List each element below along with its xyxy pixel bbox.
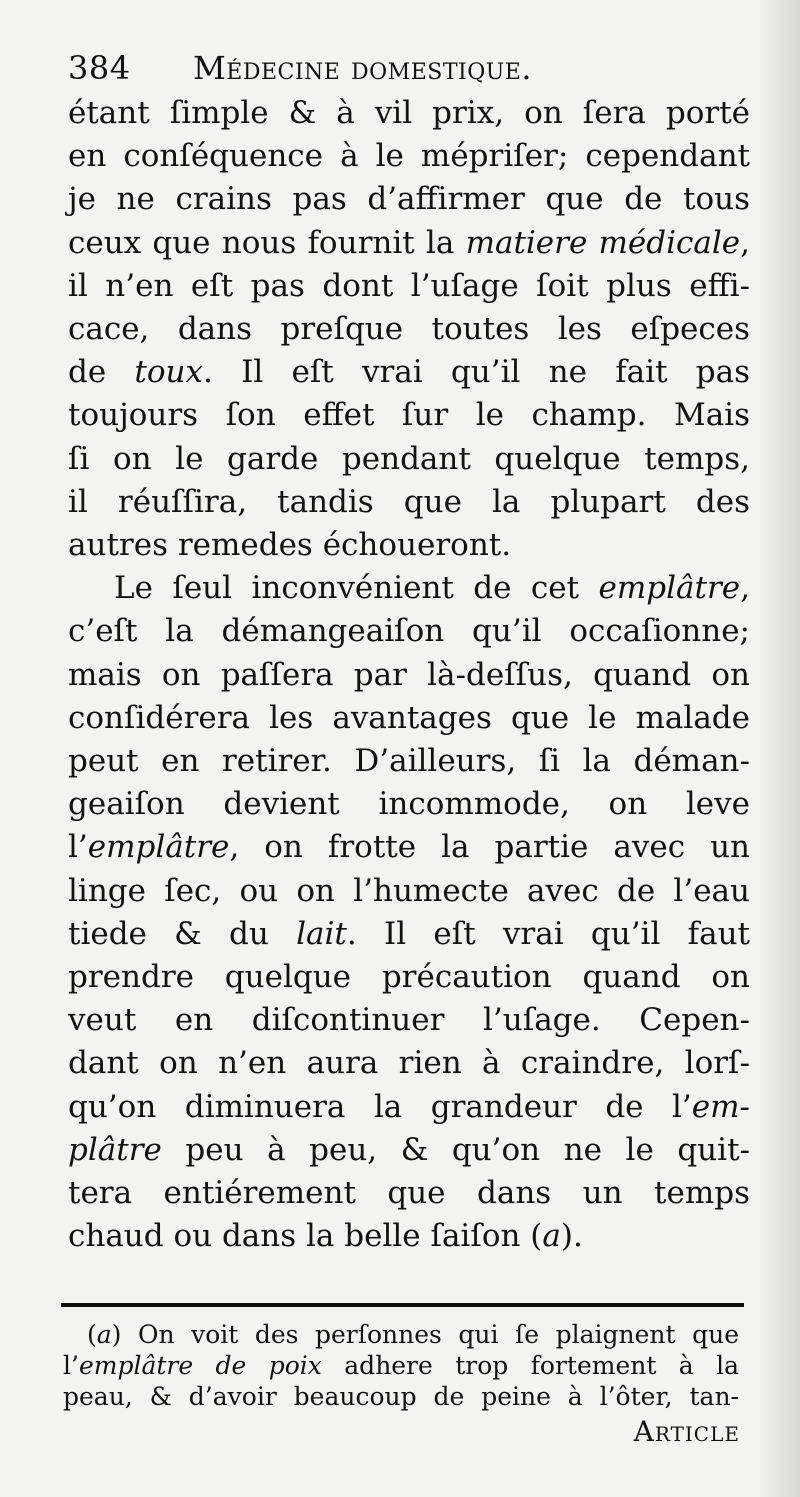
footnote-line: l’emplâtre de poix adhere trop fortement à la <box>63 1351 739 1380</box>
page-header <box>68 40 748 96</box>
text-line: mais on paſſera par là-deſſus, quand on <box>68 656 750 693</box>
italic-term: emplâtre de poix <box>78 1351 322 1380</box>
text-line: plâtre peu à peu, & qu’on ne le quit- <box>68 1131 750 1168</box>
footnote-line: (a) On voit des perſonnes qui ſe plaignent que <box>87 1320 739 1349</box>
italic-term: em- <box>691 1088 750 1125</box>
footnote-marker: a <box>96 1320 112 1349</box>
text-line: l’emplâtre, on frotte la partie avec un <box>68 829 750 866</box>
text-line: je ne crains pas d’affirmer que de tous <box>68 181 750 218</box>
text-line: ceux que nous fournit la matiere médicale, <box>68 224 751 261</box>
running-title: Médecine domestique. <box>193 49 533 87</box>
text-line: veut en diſcontinuer l’uſage. Cepen- <box>68 1002 750 1039</box>
paragraph-start-line: Le ſeul inconvénient de cet emplâtre, <box>114 570 750 607</box>
text-line: dant on n’en aura rien à craindre, lorſ- <box>68 1045 750 1082</box>
italic-term: emplâtre <box>598 570 741 607</box>
footnote-rule <box>61 1303 744 1307</box>
catchword: Article <box>633 1415 740 1448</box>
text-line: conſidérera les avantages que le malade <box>68 699 750 736</box>
text-line: autres remedes échoueront. <box>68 527 512 564</box>
text-line: étant ſimple & à vil prix, on ſera porté <box>68 95 750 131</box>
italic-term: lait <box>296 915 347 952</box>
italic-term: matiere médicale <box>465 224 741 261</box>
text-line: cace, dans preſque toutes les eſpeces <box>68 311 750 348</box>
italic-term: emplâtre <box>87 829 230 866</box>
footnote-marker: a <box>542 1218 561 1255</box>
text-line: tiede & du lait. Il eſt vrai qu’il faut <box>68 915 751 952</box>
text-line: en conſéquence à le mépriſer; cependant <box>68 138 750 175</box>
text-line: toujours ſon effet ſur le champ. Mais <box>68 397 750 434</box>
page-number: 384 <box>68 49 131 87</box>
italic-term: toux <box>134 354 203 391</box>
text-line: tera entiérement que dans un temps <box>68 1175 750 1212</box>
text-line: qu’on diminuera la grandeur de l’em- <box>68 1088 750 1125</box>
text-line: de toux. Il eſt vrai qu’il ne fait pas <box>68 354 750 391</box>
text-line: geaiſon devient incommode, on leve <box>68 786 750 823</box>
page-edge-shadow <box>758 0 800 1497</box>
text-line: linge ſec, ou on l’humecte avec de l’eau <box>68 872 750 909</box>
footnote-line: peau, & d’avoir beaucoup de peine à l’ôter, tan- <box>63 1382 739 1411</box>
text-line: chaud ou dans la belle ſaiſon (a). <box>68 1218 583 1255</box>
footnote <box>63 1319 739 1412</box>
text-line: il n’en eſt pas dont l’uſage ſoit plus effi- <box>68 267 750 304</box>
text-line: peut en retirer. D’ailleurs, ſi la déman- <box>68 743 750 780</box>
text-line: il réuſſira, tandis que la plupart des <box>68 483 750 520</box>
italic-term: plâtre <box>68 1131 162 1168</box>
text-line: ſi on le garde pendant quelque temps, <box>68 440 750 477</box>
text-line: c’eſt la démangeaiſon qu’il occaſionne; <box>68 613 750 650</box>
body-text <box>68 92 750 1258</box>
text-line: prendre quelque précaution quand on <box>68 959 750 996</box>
